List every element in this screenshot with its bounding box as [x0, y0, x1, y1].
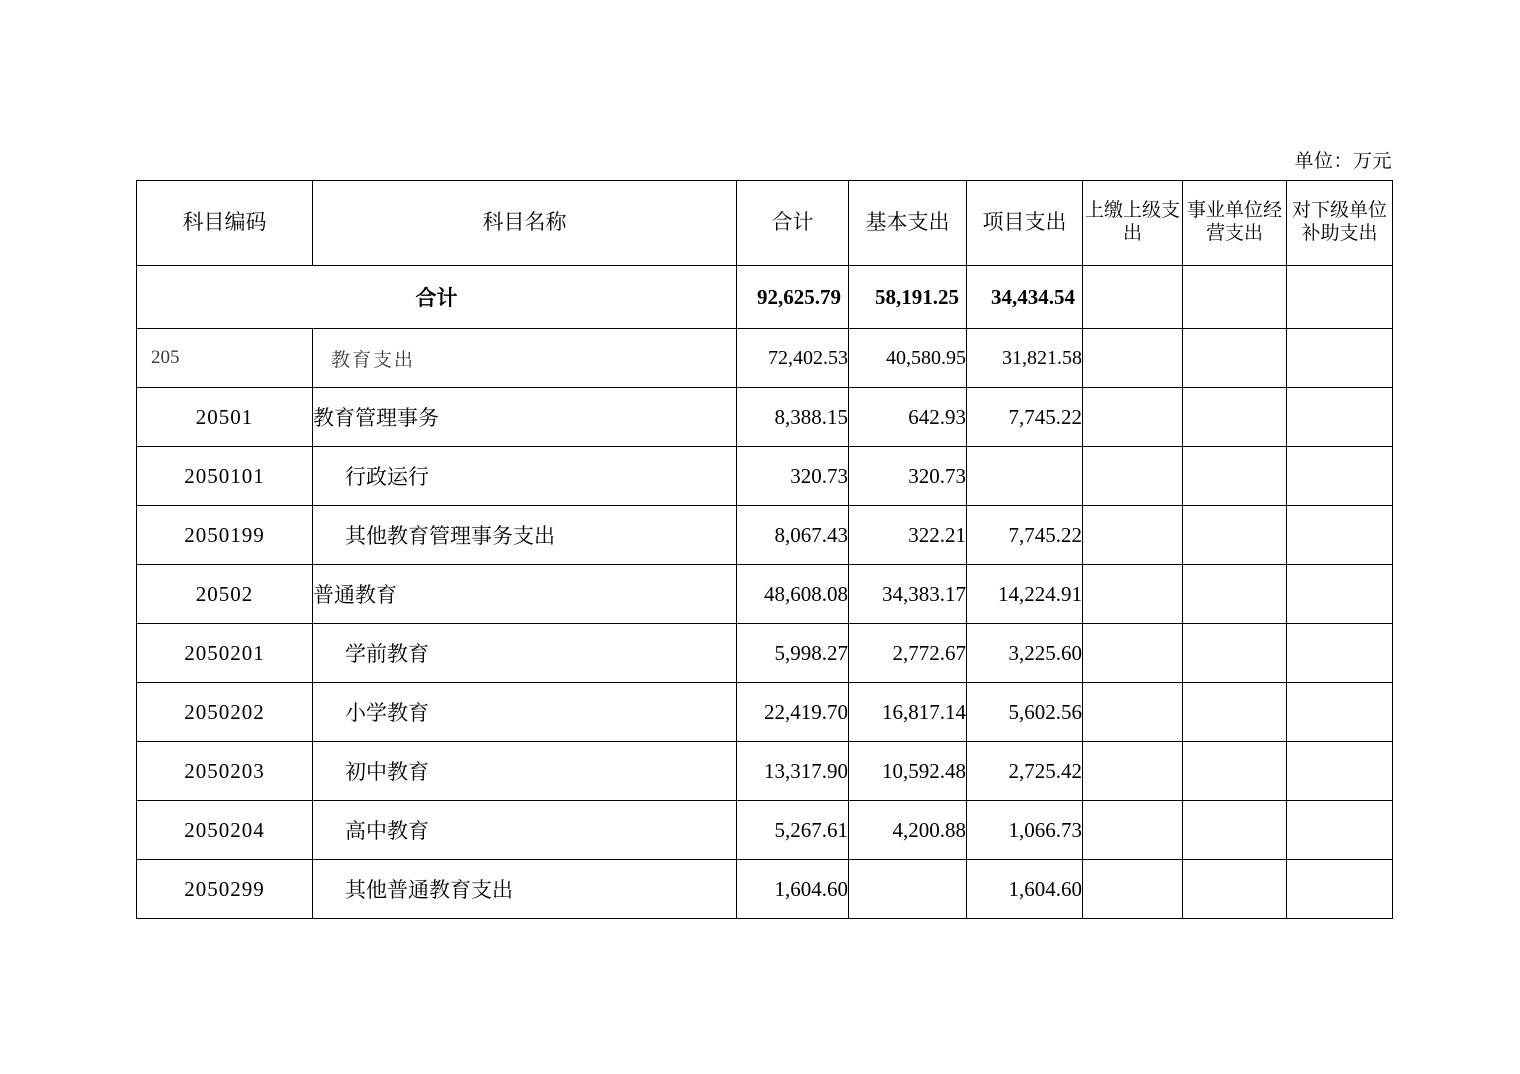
cell-basic: 642.93	[849, 388, 967, 447]
cell-basic: 34,383.17	[849, 565, 967, 624]
table-row	[137, 388, 1393, 447]
cell-total: 1,604.60	[737, 860, 849, 919]
unit-label: 单位：万元	[1294, 151, 1392, 172]
expenditure-table	[136, 180, 1393, 919]
cell-project: 14,224.91	[967, 565, 1083, 624]
cell-project: 31,821.58	[967, 329, 1083, 388]
total-amount: 92,625.79	[737, 266, 849, 329]
cell-operating	[1183, 683, 1287, 742]
total-upper	[1083, 266, 1183, 329]
cell-total: 320.73	[737, 447, 849, 506]
cell-code: 2050101	[137, 447, 313, 506]
cell-upper	[1083, 683, 1183, 742]
cell-basic: 322.21	[849, 506, 967, 565]
cell-project: 1,604.60	[967, 860, 1083, 919]
total-label: 合计	[137, 266, 737, 329]
cell-subsidy	[1287, 801, 1393, 860]
header-row	[137, 181, 1393, 266]
cell-total: 8,388.15	[737, 388, 849, 447]
cell-subsidy	[1287, 742, 1393, 801]
header-cell-subsidy: 对下级单位补助支出	[1287, 181, 1393, 266]
table-row	[137, 860, 1393, 919]
cell-name: 教育支出	[313, 329, 737, 388]
cell-subsidy	[1287, 624, 1393, 683]
cell-upper	[1083, 388, 1183, 447]
cell-basic: 16,817.14	[849, 683, 967, 742]
table-header	[137, 181, 1393, 266]
header-cell-code: 科目编码	[137, 181, 313, 266]
header-cell-name: 科目名称	[313, 181, 737, 266]
cell-name: 初中教育	[313, 742, 737, 801]
cell-operating	[1183, 801, 1287, 860]
cell-name: 教育管理事务	[313, 388, 737, 447]
cell-operating	[1183, 624, 1287, 683]
cell-total: 22,419.70	[737, 683, 849, 742]
cell-upper	[1083, 860, 1183, 919]
cell-subsidy	[1287, 329, 1393, 388]
total-operating	[1183, 266, 1287, 329]
cell-upper	[1083, 506, 1183, 565]
cell-basic: 4,200.88	[849, 801, 967, 860]
table-row	[137, 506, 1393, 565]
cell-name: 其他普通教育支出	[313, 860, 737, 919]
cell-name: 普通教育	[313, 565, 737, 624]
cell-subsidy	[1287, 683, 1393, 742]
cell-code: 2050202	[137, 683, 313, 742]
table-row	[137, 801, 1393, 860]
cell-project: 7,745.22	[967, 388, 1083, 447]
table-row	[137, 565, 1393, 624]
table-row	[137, 683, 1393, 742]
cell-upper	[1083, 801, 1183, 860]
cell-code: 2050201	[137, 624, 313, 683]
cell-code: 20502	[137, 565, 313, 624]
cell-operating	[1183, 860, 1287, 919]
table-body	[137, 266, 1393, 919]
cell-name: 高中教育	[313, 801, 737, 860]
cell-subsidy	[1287, 447, 1393, 506]
header-cell-basic: 基本支出	[849, 181, 967, 266]
cell-basic: 2,772.67	[849, 624, 967, 683]
cell-name: 行政运行	[313, 447, 737, 506]
cell-total: 13,317.90	[737, 742, 849, 801]
cell-total: 5,998.27	[737, 624, 849, 683]
cell-operating	[1183, 388, 1287, 447]
header-cell-project: 项目支出	[967, 181, 1083, 266]
total-basic: 58,191.25	[849, 266, 967, 329]
cell-code: 2050204	[137, 801, 313, 860]
cell-upper	[1083, 742, 1183, 801]
cell-subsidy	[1287, 506, 1393, 565]
table-row-total	[137, 266, 1393, 329]
cell-operating	[1183, 329, 1287, 388]
cell-total: 48,608.08	[737, 565, 849, 624]
table-row	[137, 329, 1393, 388]
cell-operating	[1183, 742, 1287, 801]
cell-operating	[1183, 506, 1287, 565]
cell-operating	[1183, 447, 1287, 506]
cell-code: 20501	[137, 388, 313, 447]
cell-upper	[1083, 565, 1183, 624]
header-cell-upper: 上缴上级支出	[1083, 181, 1183, 266]
cell-upper	[1083, 447, 1183, 506]
table-row	[137, 624, 1393, 683]
cell-project: 7,745.22	[967, 506, 1083, 565]
total-subsidy	[1287, 266, 1393, 329]
cell-code: 2050203	[137, 742, 313, 801]
cell-code: 205	[137, 329, 313, 388]
cell-name: 学前教育	[313, 624, 737, 683]
cell-project: 2,725.42	[967, 742, 1083, 801]
header-cell-total: 合计	[737, 181, 849, 266]
table-row	[137, 742, 1393, 801]
cell-name: 其他教育管理事务支出	[313, 506, 737, 565]
cell-code: 2050199	[137, 506, 313, 565]
cell-subsidy	[1287, 860, 1393, 919]
cell-operating	[1183, 565, 1287, 624]
cell-total: 5,267.61	[737, 801, 849, 860]
cell-basic: 10,592.48	[849, 742, 967, 801]
cell-subsidy	[1287, 565, 1393, 624]
cell-name: 小学教育	[313, 683, 737, 742]
cell-project: 3,225.60	[967, 624, 1083, 683]
total-project: 34,434.54	[967, 266, 1083, 329]
table-row	[137, 447, 1393, 506]
cell-total: 72,402.53	[737, 329, 849, 388]
cell-subsidy	[1287, 388, 1393, 447]
cell-basic: 40,580.95	[849, 329, 967, 388]
cell-basic: 320.73	[849, 447, 967, 506]
cell-upper	[1083, 329, 1183, 388]
header-cell-operating: 事业单位经营支出	[1183, 181, 1287, 266]
cell-total: 8,067.43	[737, 506, 849, 565]
cell-project: 5,602.56	[967, 683, 1083, 742]
cell-project: 1,066.73	[967, 801, 1083, 860]
cell-project	[967, 447, 1083, 506]
cell-basic	[849, 860, 967, 919]
cell-upper	[1083, 624, 1183, 683]
cell-code: 2050299	[137, 860, 313, 919]
